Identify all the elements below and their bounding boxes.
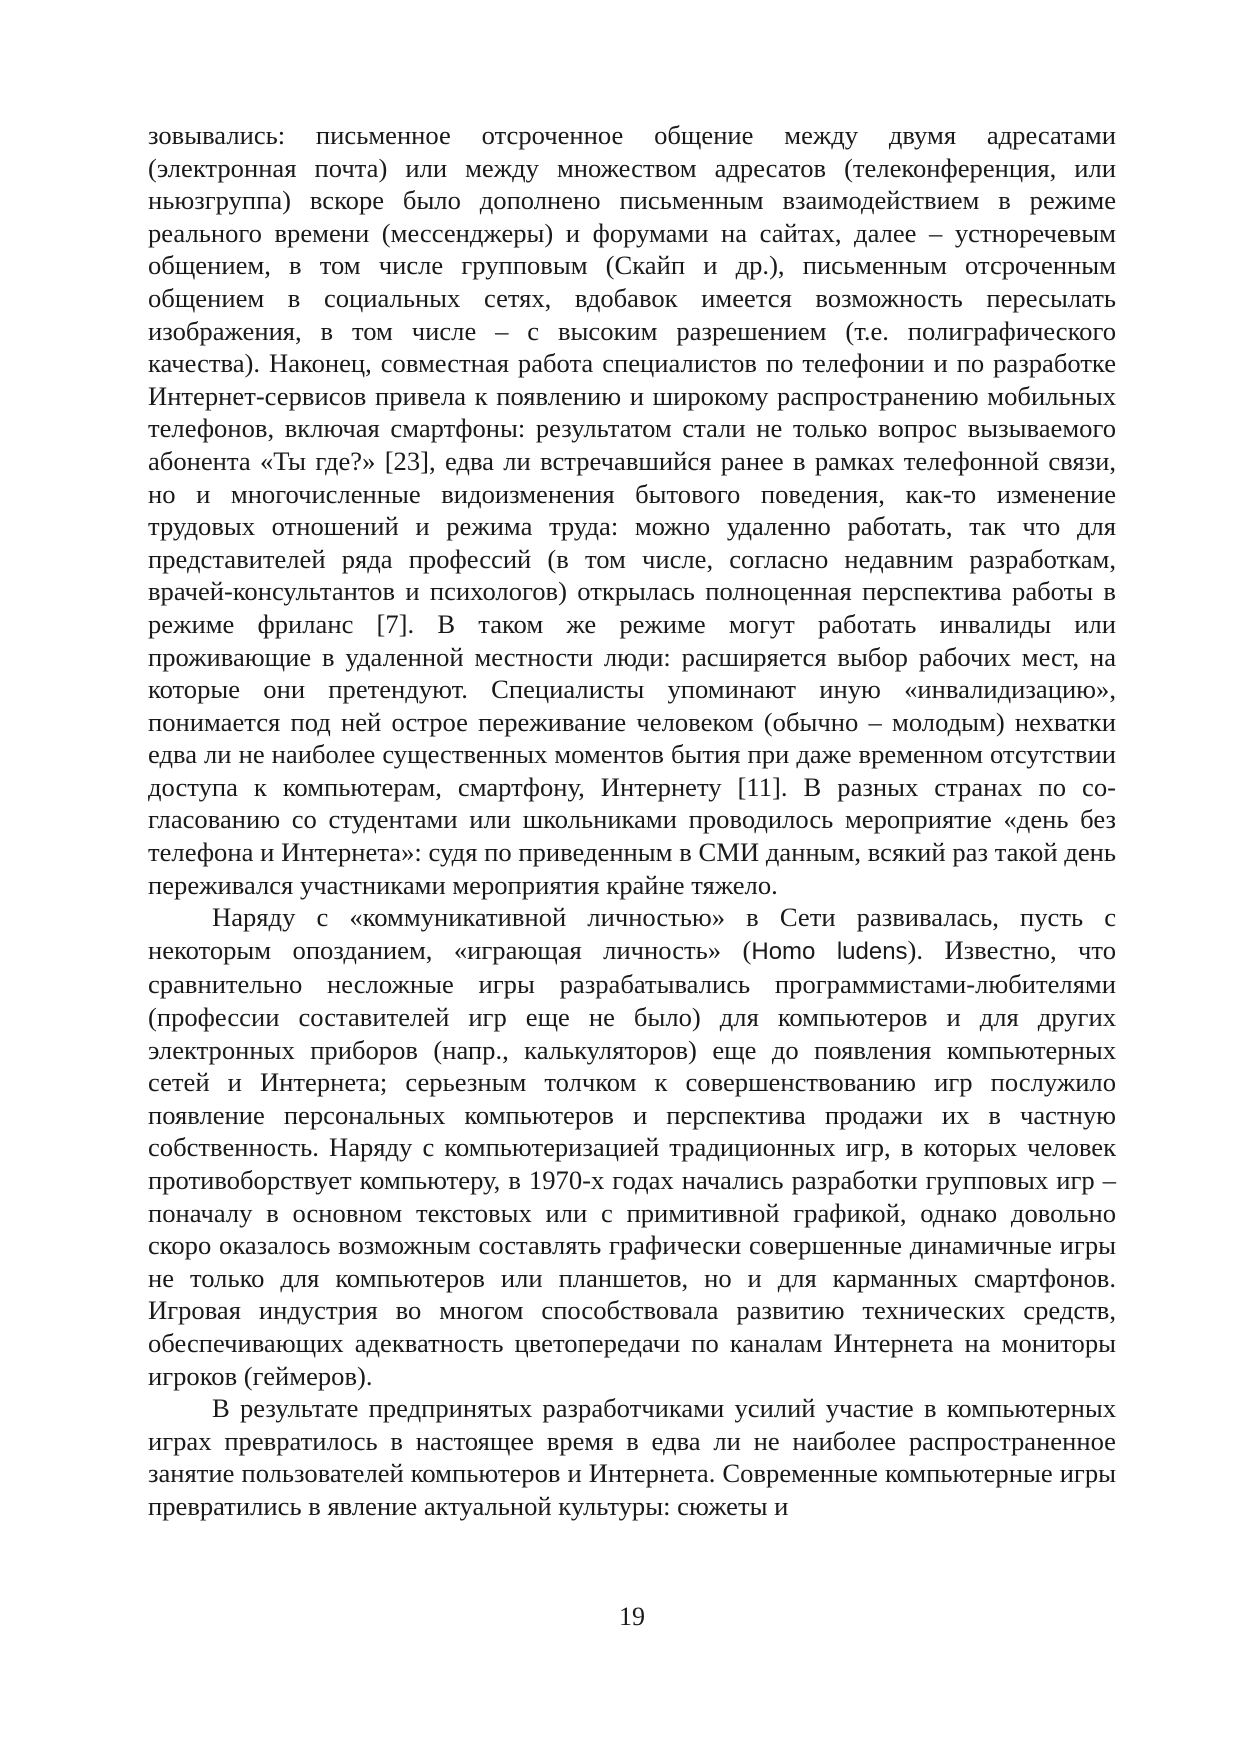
paragraph-3: В результате предпринятых разработчиками усилий участие в компьютерных играх превратилось в настоящее время в едва ли не наиболее распространенное занятие пользователей компьютеров и Интернета. Современные компьютерные игры превратились в явление актуальной культуры: сюжеты и (148, 1393, 1116, 1521)
paragraph-2-text-end: ). Известно, что сравнительно несложные игры разрабатывались программистами-любителями (профессии составителей игр еще не было) для компьютеров и для других электронных приборов (напр., калькуляторов) еще до появления компьютерных сетей и Интернета; серьезным толчком к совершенствованию игр послужило появление персональных компьютеров и перспектива продажи их в частную собственность. Наряду с компьютеризацией традиционных игр, в которых человек противоборствует компьютеру, в 1970-х годах начались разработки групповых игр – поначалу в основном текстовых или с примитивной графикой, однако довольно скоро оказалось возможным составлять графически совершенные динамичные игры не только для компьютеров или планшетов, но и для карманных смартфонов. Игровая индустрия во многом способствовала развитию технических средств, обеспечивающих адекватность цветопередачи по каналам Интернета на мониторы игроков (геймеров). (148, 934, 1116, 1391)
paragraph-2 (148, 901, 1116, 1392)
document-body (148, 119, 1116, 1523)
paragraph-2-text-start: Наряду с «коммуникативной личностью» в Сети развивалась, пусть с некоторым опозданием, «играющая личность» ( (148, 902, 1116, 965)
page-number: 19 (619, 1602, 645, 1631)
latin-term: Homo ludens (751, 937, 908, 965)
paragraph-1: зовывались: письменное отсроченное общение между двумя адресатами (электронная почта) или между множеством адресатов (телеконференция, или ньюзгруппа) вскоре было дополнено письменным взаимодействием в режиме реального времени (мессенджеры) и форумами на сайтах, далее – устноречевым общением, в том числе групповым (Скайп и др.), письменным отсроченным общением в социальных сетях, вдобавок имеется возможность пересылать изображения, в том числе – с высоким разрешением (т.е. полиграфического качества). Наконец, совместная работа специалистов по телефонии и по разработке Интернет-сервисов привела к появлению и широкому распространению мобильных телефонов, включая смартфоны: результатом стали не только вопрос вызываемого абонента «Ты где?» [23], едва ли встречавшийся ранее в рамках телефонной связи, но и многочисленные видоизменения бытового поведения, как-то изменение трудовых отношений и режима труда: можно удаленно работать, так что для представителей ряда профессий (в том числе, согласно недавним разработкам, врачей-консультантов и психологов) открылась полноценная перспектива работы в режиме фриланс [7]. В таком же режиме могут работать инвалиды или проживающие в удаленной местности люди: расширяется выбор рабочих мест, на которые они претендуют. Специалисты упоминают иную «инвалидизацию», понимается под ней острое переживание человеком (обычно – молодым) нехватки едва ли не наиболее существенных моментов бытия при даже временном отсутствии доступа к компьютерам, смартфону, Интернету [11]. В разных странах по согласованию со студентами или школьниками проводилось мероприятие «день без телефона и Интернета»: судя по приведенным в СМИ данным, всякий раз такой день переживался участниками мероприятия крайне тяжело. (148, 120, 1116, 900)
